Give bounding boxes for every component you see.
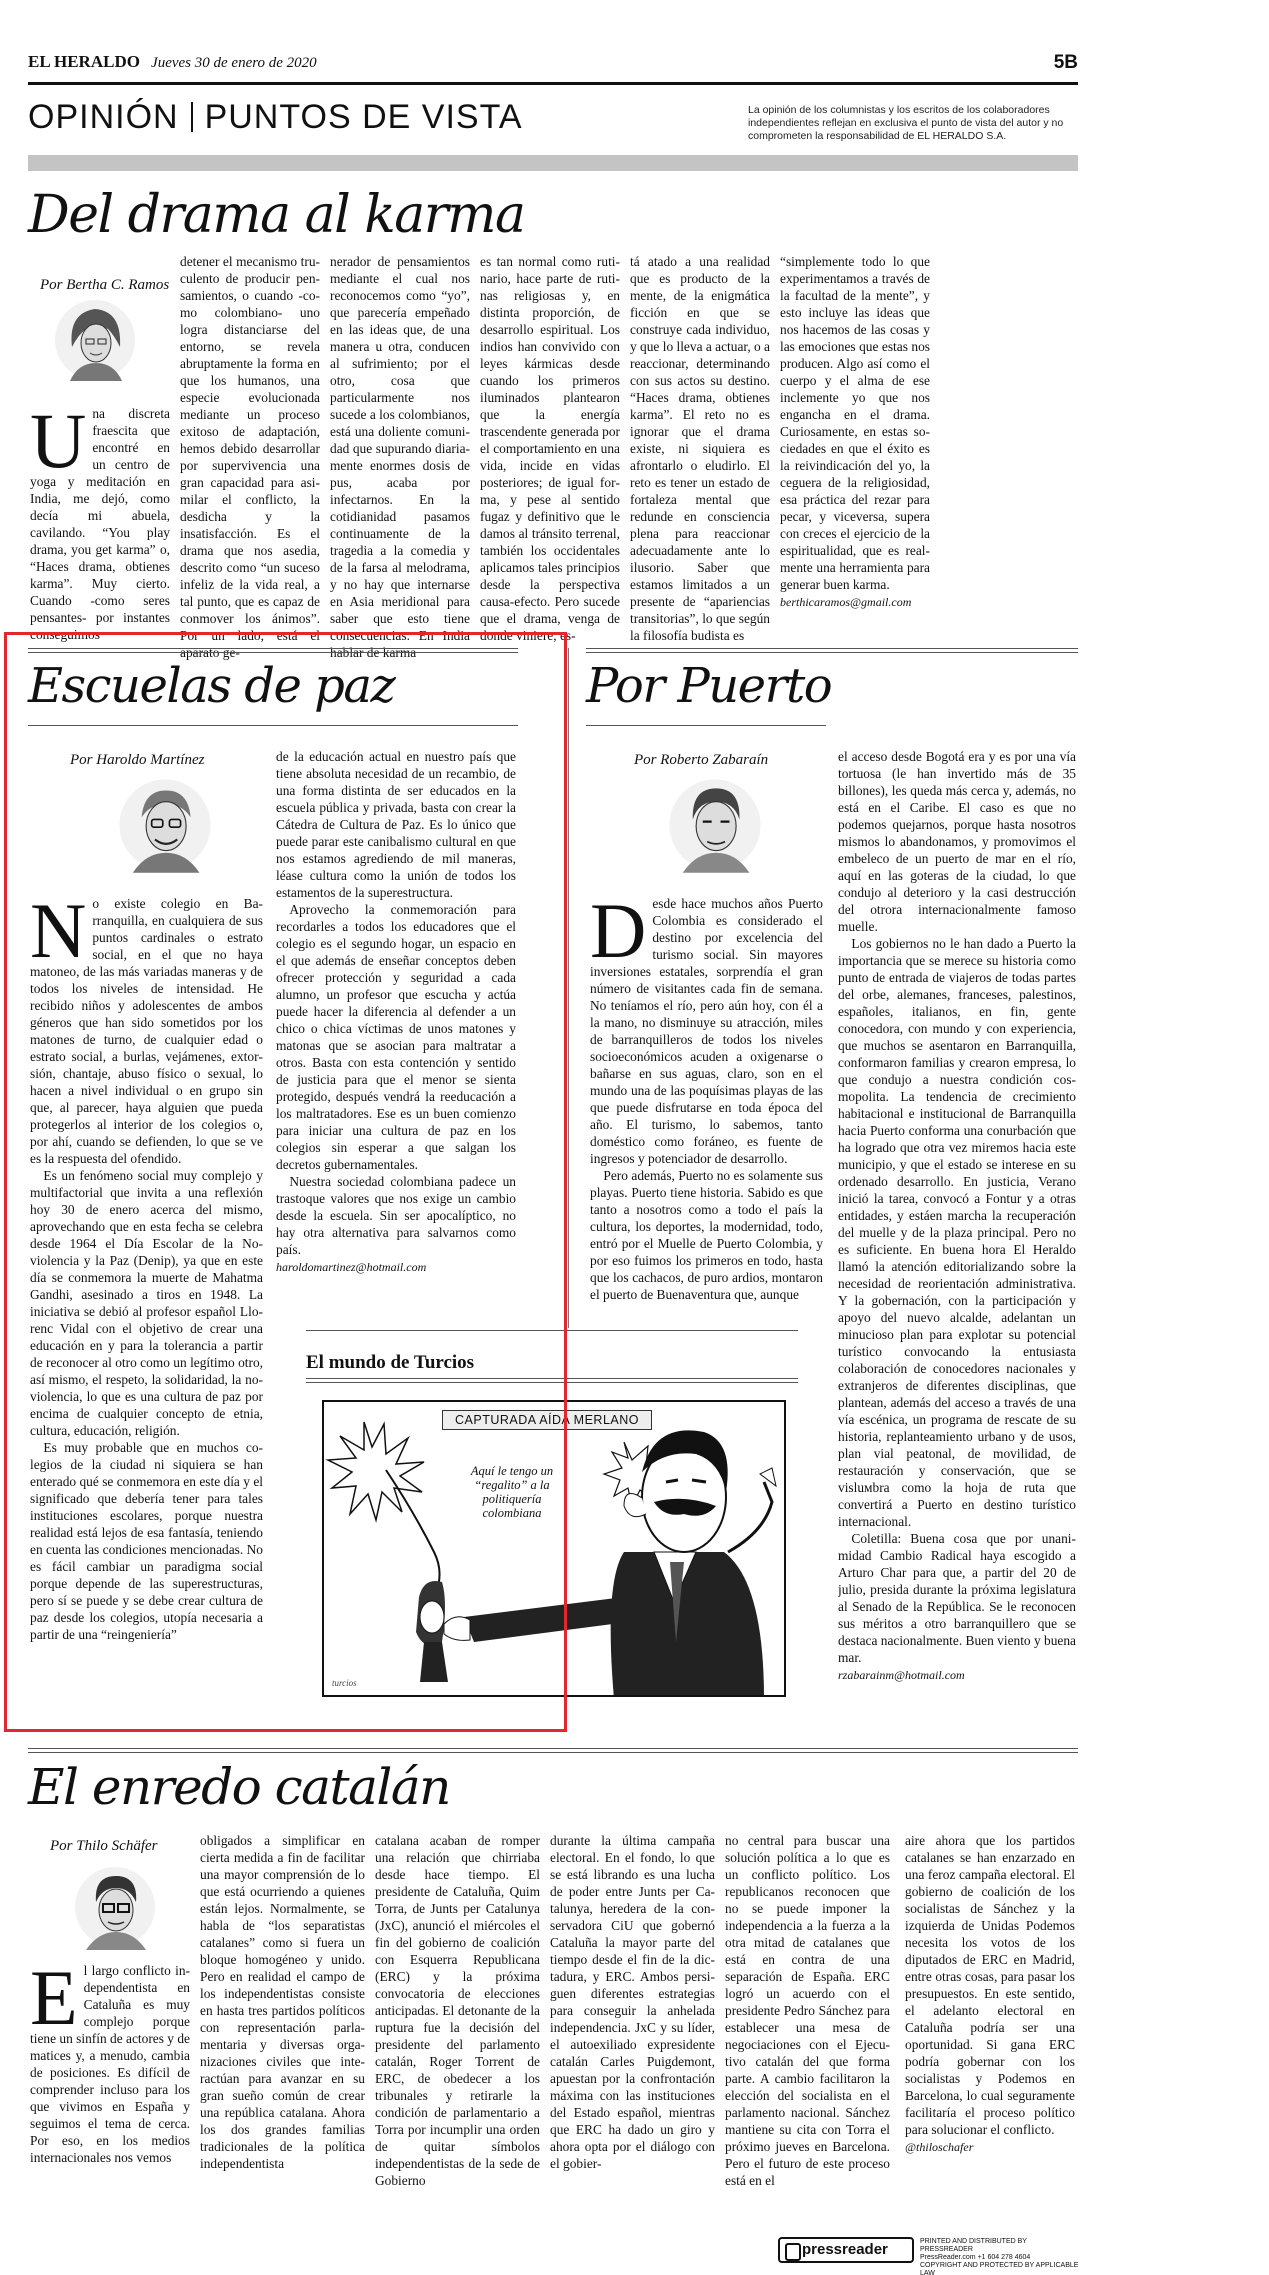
article-column: aire ahora que los partidos catalanes se han enzarzado en una feroz campaña electoral. El gobierno de coalición de los socialistas de Sánchez y la izquierda de Unidas Podemos necesita los votos de los diputados de ERC en Madrid, entre otras cosas, para pasar los presupuestos. En este sentido, el adelanto electoral en Cataluña podría ser una oportunidad. Si gana ERC podría gobernar con los socialistas y Podemos en Barcelona, lo cual seguramente facilitaría el proceso político para solucionar el conflicto. @thiloschafer: [905, 1833, 1075, 2154]
article-column: El largo conflicto independentista en Cataluña es muy complejo porque tiene un sinfín de actores y de matices y, a menudo, cambia de posiciones. Es difícil de comprender incluso para los que vivimos en España y seguimos el tema de cerca. Por eso, en los medios internacionales nos vemos: [30, 1962, 190, 2165]
article-column: de la educación actual en nuestro país que tiene absoluta necesidad de un recambio, de una forma distinta de ser educados en la escuela pública y privada, basta con crear la Cátedra de Cultura de Paz. Es lo único que puede parar este canibalismo cultural en que nos estamos agrediendo de mil maneras, léase cultura como la unión de todos los estamentos de la superestructura. Aprovecho la conmemoración para recordarles a todos los educadores que el colegio es el segundo hogar, un espacio en el que además de enseñar conceptos deben ofrecer protección y seguridad a cada alumno, un profesor que escucha y actúa puede hacer la diferencia al defender a un chico o chica víctimas de unos matones y matonas que se asocian para maltratar a otros. Basta con esta contención y sentido de justicia para que el menor se sienta protegido, después vendrá la reeducación a los maltratadores. Ese es un buen comienzo para iniciar una cultura de paz en los colegios sin esperar a que salgan los decretos gubernamentales. Nuestra sociedad colombiana padece un trastoque valores que nos exige un cambio desde la escuela. Sin ser apocalíptico, no hay otra alternativa para salvarnos como país. haroldomartinez@hotmail.com: [276, 749, 516, 1274]
section-bar: [28, 155, 1078, 171]
article-column: nerador de pensamientos mediante el cual nos reconocemos como “yo”, que parecería empeñado en las ideas que, de una manera u otra, conducen al sufrimiento; por el otro, cosa que particularmente nos sucede a los colombianos, está una doliente comunidad que supurando diariamente enormes dosis de pus, acaba por infectarnos. En la cotidianidad pasamos continuamente de la tragedia a la comedia y de la farsa al melodrama, y no hay que internarse en Asia meridional para saber que esto tiene consecuencias. En India hablar de karma: [330, 254, 470, 660]
article-column: Una discreta fraescita que encontré en un centro de yoga y meditación en India, me dejó, como decía mi abuela, cavilando. “You play drama, you get karma” o, “Haces drama, obtienes karma”. Muy cierto. Cuando -como seres pensantes- por instantes conseguimos: [30, 405, 170, 642]
pressreader-badge: [778, 2237, 1079, 2275]
column-divider: [568, 648, 569, 1328]
cartoonist-signature: turcios: [332, 1678, 357, 1688]
article-byline: Por Haroldo Martínez: [70, 752, 205, 768]
article-column: es tan normal como rutinario, hace parte de rutinas religiosas y, en distinta proporción, de desarrollo espiritual. Los indios han convivido con leyes kármicas desde cuando los primeros iluminados plantearon que la energía trascendente generada por el comportamiento en una vida, incide en vidas posteriores; de igual forma, y pese al sentido fugaz y definitivo que le damos al tránsito terrenal, también los occidentales aplicamos tales principios desde la perspectiva causa-efecto. Pero sucede que el drama, venga de donde viniere, es-: [480, 254, 620, 643]
article-headline: El enredo catalán: [28, 1758, 450, 1816]
section-separator: [191, 102, 193, 132]
article-headline: Por Puerto: [586, 658, 832, 714]
article-headline: Escuelas de paz: [28, 658, 395, 714]
cartoon-caption: CAPTURADA AÍDA MERLANO: [442, 1410, 652, 1430]
masthead-rule: [28, 82, 1078, 85]
masthead: [28, 52, 1078, 78]
cartoon-title: El mundo de Turcios: [306, 1352, 475, 1373]
article-column: no central para buscar una solución política a lo que es un conflicto político. Los republicanos reconocen que no se puede imponer la independencia a la fuerza a la otra mitad de catalanes que está en contra de una separación de España. ERC logró un acuerdo con el presidente Pedro Sánchez para establecer una mesa de negociaciones con el Ejecutivo catalán del que forma parte. A cambio facilitaron la elección del socialista en el parlamento nacional. Sánchez mantiene su cita con Torra el próximo jueves en Barcelona. Pero el futuro de este proceso está en el: [725, 1833, 890, 2188]
author-email: berthicaramos@gmail.com: [780, 595, 912, 609]
cartoon-speech: Aquí le tengo un “regalito” a la politiquería colombiana: [470, 1464, 554, 1520]
article-column: detener el mecanismo truculento de producir pensamientos, o cuando -como colombiano- uno logra distanciarse del entorno, se revela abruptamente la forma en que los humanos, una especie evolucionada mediante un proceso exitoso de adaptación, hemos debido desarrollar por supervivencia una gran capacidad para asimilar el conflicto, la desdicha y la insatisfacción. Es el drama que nos asedia, descrito como “un suceso infeliz de la vida real, a tal punto, que es capaz de conmover los ánimos”. Por un lado, está el aparato ge-: [180, 254, 320, 660]
section-disclaimer: La opinión de los columnistas y los escritos de los colaboradores independientes reflejan en exclusiva el punto de vista del autor y no comprometen la responsabilidad de EL HERALDO S.A.: [748, 104, 1064, 142]
drop-cap: E: [30, 1962, 78, 2041]
article-column: durante la última campaña electoral. En el fondo, lo que se está librando es una lucha de poder entre Junts per Catalunya, heredera de la conservadora CiU que gobernó Cataluña la mayor parte del tiempo desde el fin de la dictadura, y ERC. Ambos persiguen diferentes estrategias para conseguir la anhelada independencia. JxC y su líder, el autoexiliado expresidente catalán Carles Puigdemont, apuestan por la confrontación máxima con las instituciones del Estado español, mientras que ERC ha dado un giro y ahora opta por el diálogo con el gobier-: [550, 1833, 715, 2171]
author-email: haroldomartinez@hotmail.com: [276, 1260, 427, 1274]
pressreader-notice: PRINTED AND DISTRIBUTED BY PRESSREADER PressReader.com +1 604 278 4604 COPYRIGHT AND PROTECTED BY APPLICABLE LAW: [920, 2238, 1079, 2275]
headline-rule: [586, 725, 826, 726]
section-header: [28, 98, 1078, 148]
drop-cap: D: [590, 895, 647, 974]
headline-rule: [28, 1748, 1078, 1753]
article-byline: Por Thilo Schäfer: [50, 1838, 158, 1854]
headline-rule: [586, 648, 1078, 653]
section-name: OPINIÓN: [28, 98, 179, 136]
section-subname: PUNTOS DE VISTA: [204, 98, 523, 136]
article-column: el acceso desde Bogotá era y es por una vía tortuosa (le han invertido más de 35 billones), les queda más cerca y, además, no está en el Caribe. El caso es que no podemos quejarnos, porque hasta nosotros mismos lo abandonamos, y promovimos el embeleco de un puerto de mar en el río, aquí en las goteras de la ciudad, lo que condujo al deterioro y la casi destrucción del otrora internacionalmente famoso muelle. Los gobiernos no le han dado a Puerto la importancia que se merece su historia como punto de entrada de viajeros de todas partes del orbe, alemanes, franceses, palestinos, españoles, italianos, en fin, gente conocedora, con mundo y con experiencia, que muchos se asentaron en Barranquilla, conformaron familias y crearon empresa, lo que condujo a nuestra condición cosmopolita. La tendencia de crecimiento habitacional e institucional de Barranquilla hacia Puerto conforma una conurbación que ha logrado que otra vez miremos hacia este municipio, y que el estado se interese en su ordenado desarrollo. En justicia, Verano inició la tarea, convocó a Fontur y a otras entidades, y estáen marcha la recuperación del muelle y de la plaza principal. Pero no es suficiente. En buena hora El Heraldo llamó la atención editorializando sobre la necesidad de reorientación administrativa. Y la gobernación, con la participación y apoyo del nuevo alcalde, adelantan un minucioso plan para explotar su potencial turístico convocando la entusiasta colaboración de conocedores nacionales y extranjeros de diferentes disciplinas, que plantean, además del acceso a través de una vía escénica, un programa de rescate de su historia, replanteamiento urbano y de usos, plan vial peatonal, de movilidad, de restauración y conservación, que se visluмbra como la hoja de ruta que convertirá a Puerto en destino turístico internacional. Coletilla: Buena cosa que por unanimidad Cambio Radical haya escogido a Arturo Char para que, a partir del 20 de julio, presida durante la próxima legislatura al Senado de la República. Se le reconocen sus méritos a otro barranquillero que se destaca nacionalmente. Buen viento y buena mar. rzabarainm@hotmail.com: [838, 749, 1076, 1682]
article-column: “simplemente todo lo que experimentamos a través de la facultad de la mente”, y esto incluye las ideas que nos hacemos de las cosas y las emociones que estas nos producen. Algo así como el cuerpo y el alma de ese inclemente yo que nos engancha en el drama. Curiosamente, en estas sociedades en que el éxito es la reivindicación del yo, la ceguera de la religiosidad, esa práctica del rezar para pecar, y viceversa, supera con creces el ejercicio de la espiritualidad, que es realmente una herramienta para generar buen karma. berthicaramos@gmail.com: [780, 254, 930, 609]
pressreader-logo: pressreader: [778, 2237, 914, 2263]
article-byline: Por Bertha C. Ramos: [40, 277, 170, 293]
author-portrait: [50, 295, 140, 385]
page-number: 5B: [1053, 52, 1078, 73]
article-column: obligados a simplificar en cierta medida a fin de facilitar una mayor comprensión de lo que está ocurriendo a quienes están lejos. Normalmente, se habla de “los separatistas catalanes” como si fuera un bloque homogéneo y unido. Pero en realidad el campo de los independentistas consiste en hasta tres partidos políticos con representación parlamentaria y diversas organizaciones civiles que interactúan para avanzar en su gran sueño común de crear una república catalana. Ahora los dos grandes familias tradicionales de la política independentista: [200, 1833, 365, 2171]
article-byline: Por Roberto Zabaraín: [634, 752, 769, 768]
article-column: Desde hace muchos años Puerto Colombia es considerado el destino por excelencia del turismo social. Sin mayores inversiones estatales, sorprendía el gran número de visitantes cada fin de semana. No teníamos el río, pero aún hoy, con él a la mano, no disminuye su atracción, miles de barranquilleros de todos los niveles socioeconómicos acuden a oxigenarse o bañarse en sus aguas, claro, son en el mundo una de las poquísimas playas de las que puede disfrutarse en toda época del año. El turismo, lo sabemos, tanto doméstico como foráneo, es fuente de ingresos y potenciador de desarrollo. Pero además, Puerto no es solamente sus playas. Puerto tiene historia. Sabido es que tanto a nosotros como a todo el país la cultura, los deportes, la modernidad, todo, entró por el Muelle de Puerto Colombia, y por eso fuimos los primeros en todo, hasta que los cachacos, de puro ardios, montaron el puerto de Buenaventura que, aunque: [590, 895, 823, 1302]
issue-date: Jueves 30 de enero de 2020: [151, 55, 317, 71]
highlight-box: [4, 632, 567, 1732]
article-column: No existe colegio en Barranquilla, en cualquiera de sus puntos cardinales o estrato social, en el que no haya matoneo, de las más variadas maneras y de todos los niveles de intensidad. He recibido niños y adolescentes de ambos géneros que han sido sometidos por los matones de turno, de cualquier edad o estrato social, a burlas, vejámenes, extorsión, chantaje, abuso físico o sexual, lo hacen a nivel individual o en grupo sin que, al parecer, haya alguien que pueda protegerlos al interior de los colegios o, por ahí, cuando se defienden, lo que se ve es la respuesta del ofendido. Es un fenómeno social muy complejo y multifactorial que invita a una reflexión hoy 30 de enero acerca del mismo, aprovechando que en esta fecha se celebra desde 1964 el Día Escolar de la No-violencia y la Paz (Denip), ya que en este día se conmemora la muerte de Mahatma Gandhi, asesinado a tiros en 1948. La iniciativa se debió al profesor español Llorenc Vidal con el objetivo de crear una educación en y para la tolerancia a partir de reconocer al otro como un legítimo otro, así mismo, el respeto, la solidaridad, la no-violencia, lo que es una cultura de paz por encima de cualquier concepto de etnia, cultura, educación, religión. Es muy probable que en muchos colegios de la ciudad ni siquiera se han enterado qué se conmemora en este día y el significado que debería tener para tales instituciones escolares, porque nuestra realidad está lejos de esa fantasía, teniendo en cuenta las condiciones mencionadas. No es fácil cambiar un paradigma social porque depende de las superestructuras, pero sí se puede y se debe crear cultura de paz desde los colegios, utopía necesaria a partir de una “reingeniería”: [30, 895, 263, 1642]
article-headline: Del drama al karma: [28, 185, 525, 245]
author-email: rzabarainm@hotmail.com: [838, 1668, 965, 1682]
article-column: tá atado a una realidad que es producto de la mente, de la enigmática ficción en que se construye cada individuo, y que lo lleva a actuar, o a reaccionar, determinando con sus actos su destino. “Haces drama, obtienes karma”. El reto no es ignorar que el drama existe, ni siquiera es afrontarlo o eludirlo. El reto es tener un estado de fortaleza mental que redunde en consciencia plena para reaccionar adecuadamente ante lo ilusorio. Saber que estamos limitados a un presente de “apariencias transitorias”, lo que según la filosofía budista es: [630, 254, 770, 643]
newspaper-name: EL HERALDO: [28, 52, 140, 71]
author-portrait: [665, 775, 765, 875]
article-column: catalana acaban de romper una relación que chirriaba desde hace tiempo. El presidente de Cataluña, Quim Torra, de Junts per Catalunya (JxC), anunció el miércoles el fin del gobierno de coalición con Esquerra Republicana (ERC) y la próxima convocatoria de elecciones anticipadas. El detonante de la ruptura fue la decisión del presidente del parlamento catalán, Roger Torrent de ERC, de obedecer a los tribunales y retirarle la condición de parlamentario a Torra por incumplir una orden de quitar símbolos independentistas de la sede de Gobierno: [375, 1833, 540, 2188]
drop-cap: N: [30, 895, 87, 974]
author-email: @thiloschafer: [905, 2140, 974, 2154]
author-portrait: [70, 1862, 160, 1952]
drop-cap: U: [30, 405, 87, 484]
